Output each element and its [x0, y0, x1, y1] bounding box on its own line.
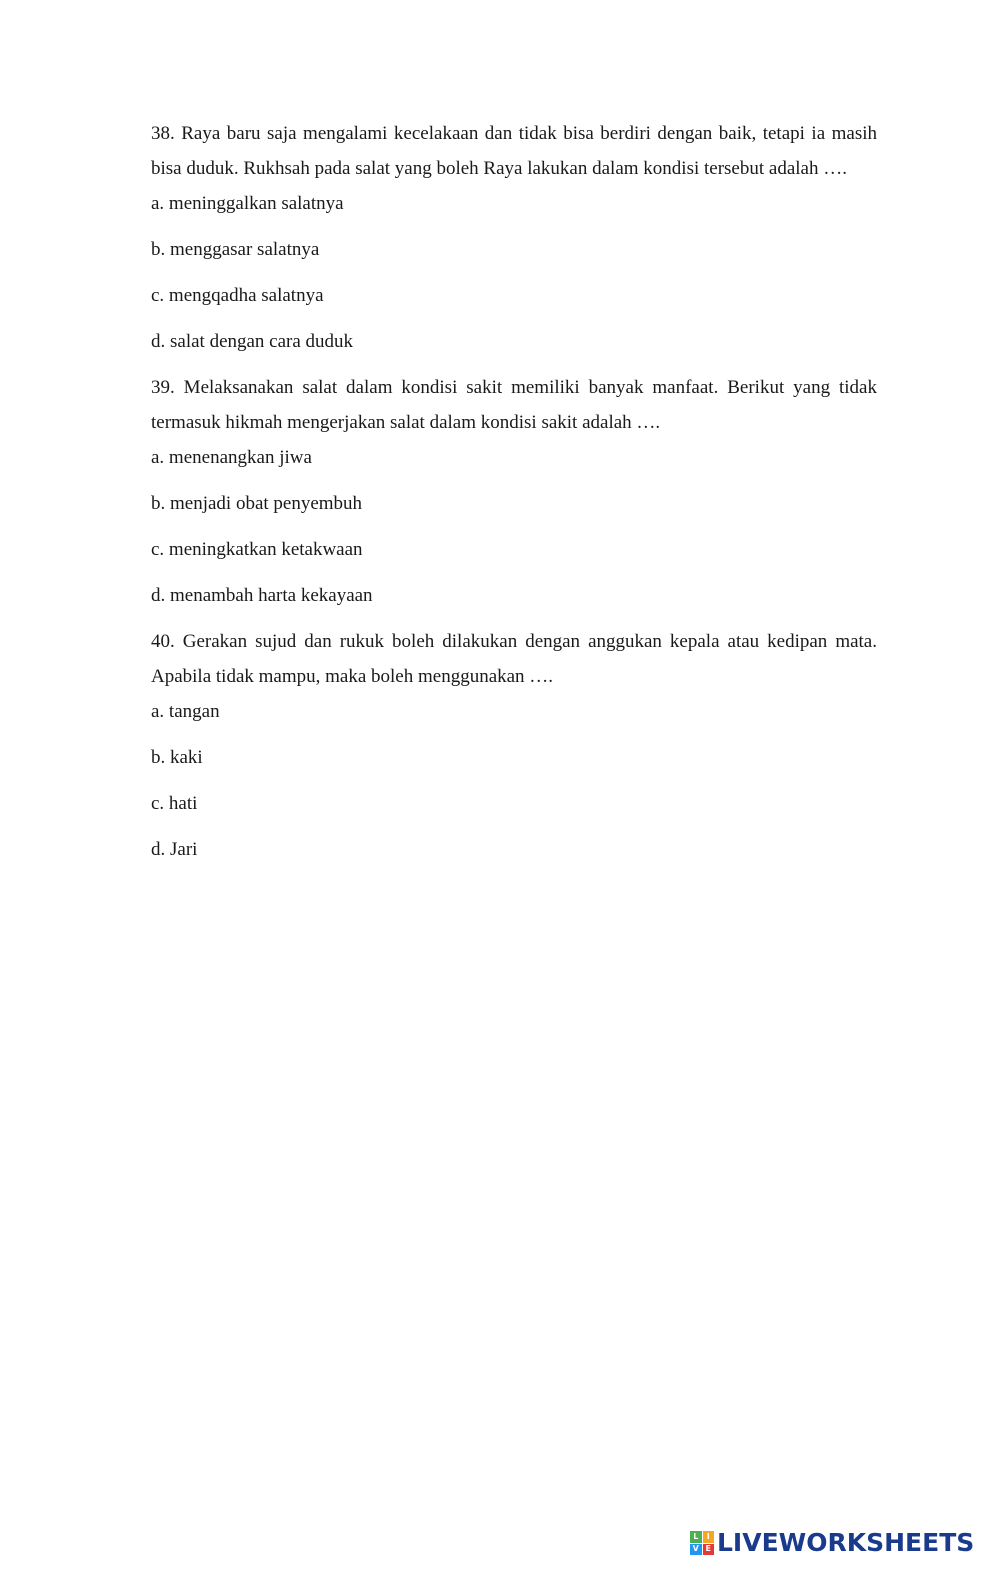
- logo-tile-i: I: [703, 1531, 715, 1543]
- answer-options: [151, 440, 877, 613]
- liveworksheets-logo: [690, 1528, 974, 1558]
- answer-options: [151, 186, 877, 359]
- logo-tile-e: E: [703, 1544, 715, 1556]
- option-c: c. hati: [151, 793, 198, 814]
- option-c: c. meningkatkan ketakwaan: [151, 539, 363, 560]
- option-d: d. Jari: [151, 839, 198, 860]
- answer-options: [151, 694, 877, 867]
- liveworksheets-logo-text: LIVEWORKSHEETS: [717, 1528, 975, 1557]
- question-38: [151, 116, 877, 359]
- option-b: b. menjadi obat penyembuh: [151, 493, 363, 514]
- logo-tile-l: L: [690, 1531, 702, 1543]
- option-b: b. menggasar salatnya: [151, 239, 320, 260]
- worksheet-page: [151, 116, 877, 878]
- option-c: c. mengqadha salatnya: [151, 285, 324, 306]
- option-a: a. menenangkan jiwa: [151, 447, 312, 468]
- option-b: b. kaki: [151, 747, 203, 768]
- logo-tile-v: V: [690, 1544, 702, 1556]
- liveworksheets-logo-icon: [690, 1531, 714, 1555]
- question-stem: 38. Raya baru saja mengalami kecelakaan dan tidak bisa berdiri dengan baik, tetapi ia masih bisa duduk. Rukhsah pada salat yang boleh Raya lakukan dalam kondisi tersebut adalah ….: [151, 123, 877, 179]
- option-a: a. tangan: [151, 701, 220, 722]
- option-a: a. meninggalkan salatnya: [151, 193, 344, 214]
- question-stem: 40. Gerakan sujud dan rukuk boleh dilakukan dengan anggukan kepala atau kedipan mata. Apabila tidak mampu, maka boleh menggunakan ….: [151, 631, 877, 687]
- question-39: [151, 370, 877, 613]
- question-40: [151, 624, 877, 867]
- option-d: d. salat dengan cara duduk: [151, 331, 354, 352]
- option-d: d. menambah harta kekayaan: [151, 585, 373, 606]
- question-stem: 39. Melaksanakan salat dalam kondisi sakit memiliki banyak manfaat. Berikut yang tidak termasuk hikmah mengerjakan salat dalam kondisi sakit adalah ….: [151, 377, 877, 433]
